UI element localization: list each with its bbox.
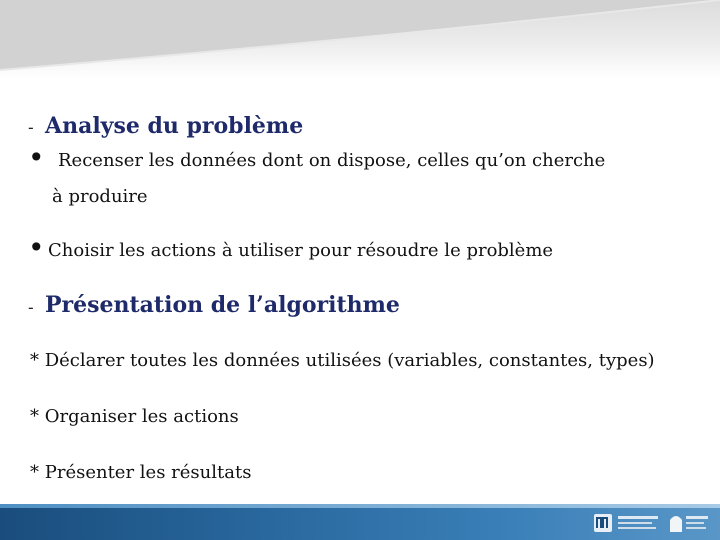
section2-item-2: * Organiser les actions <box>30 406 239 427</box>
section2-dash: - <box>28 298 34 317</box>
bullet-icon: • <box>28 231 45 264</box>
university-logo-icon <box>592 508 712 536</box>
bullet2-line1: Choisir les actions à utiliser pour résoudre le problème <box>48 240 554 261</box>
section2-item-1: * Déclarer toutes les données utilisées (variables, constantes, types) <box>30 350 655 371</box>
footer-bar <box>0 504 720 540</box>
section2-item-3: * Présenter les résultats <box>30 462 252 483</box>
bullet1-line2: à produire <box>52 186 148 207</box>
section2-heading: Présentation de l’algorithme <box>45 292 400 318</box>
bullet1-line1: Recenser les données dont on dispose, celles qu’on cherche <box>58 150 606 171</box>
section1-heading: Analyse du problème <box>45 113 304 139</box>
section1-dash: - <box>28 118 34 137</box>
bullet-icon: • <box>28 141 45 174</box>
